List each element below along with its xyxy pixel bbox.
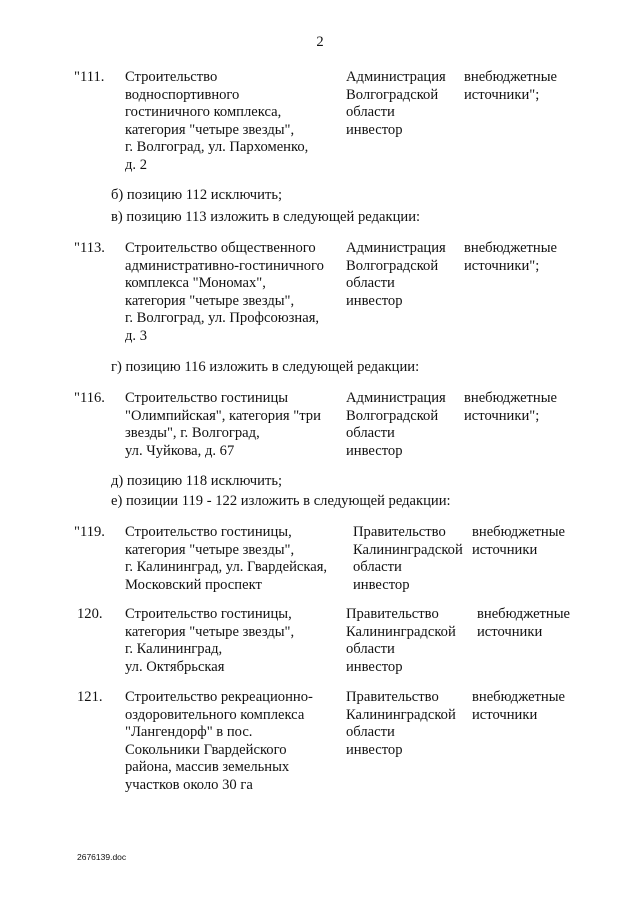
- entry-responsible: Администрация Волгоградской области инвестор: [346, 240, 446, 309]
- entry-description: Строительство гостиницы "Олимпийская", категория "три звезды", г. Волгоград, ул. Чуйкова, д. 67: [125, 390, 321, 459]
- entry-description: Строительство гостиницы, категория "четыре звезды", г. Калининград, ул. Гвардейская, Московский проспект: [125, 524, 328, 593]
- entry-responsible: Администрация Волгоградской области инвестор: [346, 69, 446, 138]
- page-number: 2: [316, 34, 324, 50]
- entry-number: 120.: [77, 606, 103, 622]
- instruction-g: г) позицию 116 изложить в следующей редакции:: [111, 359, 420, 375]
- entry-financing: внебюджетные источники";: [464, 390, 558, 424]
- file-name-footer: 2676139.doc: [77, 852, 127, 862]
- entry-number: "119.: [74, 524, 105, 540]
- entry-description: Строительство рекреационно- оздоровительного комплекса "Лангендорф" в пос. Сокольники Гвардейского района, массив земельных участков около 30 га: [125, 689, 313, 793]
- entry-financing: внебюджетные источники: [472, 689, 566, 723]
- entry-financing: внебюджетные источники: [472, 524, 566, 558]
- entry-responsible: Правительство Калининградской области инвестор: [353, 524, 463, 593]
- entry-responsible: Правительство Калининградской области инвестор: [346, 606, 456, 675]
- entry-responsible: Правительство Калининградской области инвестор: [346, 689, 456, 758]
- entry-description: Строительство гостиницы, категория "четыре звезды", г. Калининград, ул. Октябрьская: [125, 606, 295, 675]
- instruction-e: е) позиции 119 - 122 изложить в следующей редакции:: [111, 493, 451, 509]
- entry-financing: внебюджетные источники";: [464, 240, 558, 274]
- entry-number: "111.: [74, 69, 105, 85]
- entry-description: Строительство общественного административно-гостиничного комплекса "Мономах", категория "четыре звезды", г. Волгоград, ул. Профсоюзная, д. 3: [125, 240, 324, 344]
- entry-financing: внебюджетные источники: [477, 606, 571, 640]
- instruction-d: д) позицию 118 исключить;: [111, 473, 283, 489]
- entry-financing: внебюджетные источники";: [464, 69, 558, 103]
- entry-number: 121.: [77, 689, 103, 705]
- entry-description: Строительство водноспортивного гостиничного комплекса, категория "четыре звезды", г. Волгоград, ул. Пархоменко, д. 2: [125, 69, 309, 173]
- instruction-v: в) позицию 113 изложить в следующей редакции:: [111, 209, 421, 225]
- entry-responsible: Администрация Волгоградской области инвестор: [346, 390, 446, 459]
- instruction-b: б) позицию 112 исключить;: [111, 187, 283, 203]
- entry-number: "113.: [74, 240, 105, 256]
- entry-number: "116.: [74, 390, 105, 406]
